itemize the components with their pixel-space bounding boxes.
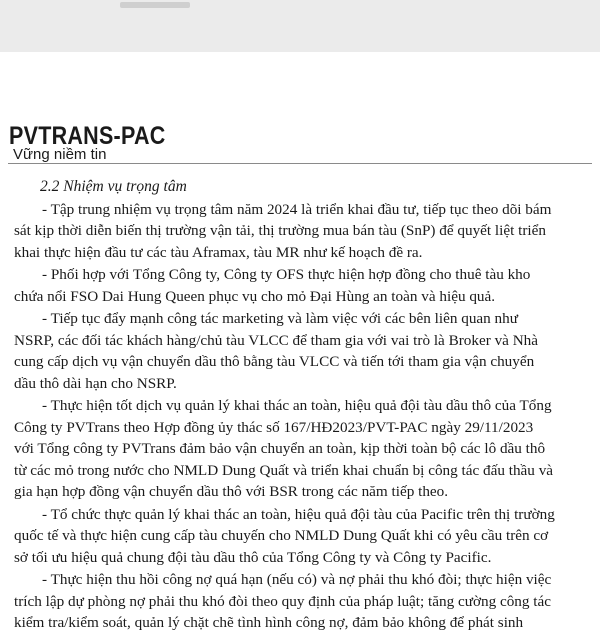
paragraph bbox=[14, 199, 584, 264]
text-line: - Tổ chức thực quản lý khai thác an toàn, hiệu quả đội tàu của Pacific trên thị trường bbox=[42, 505, 555, 523]
previous-page-remnant bbox=[120, 2, 190, 8]
text-line: sát kịp thời diễn biến thị trường vận tải, thị trường mua bán tàu (SnP) để quyết liệt triển bbox=[14, 222, 546, 239]
text-line: với Tổng công ty PVTrans đảm bảo vận chuyển an toàn, kịp thời toàn bộ các lô dầu thô bbox=[14, 440, 546, 457]
text-line: quốc tế và thực hiện cung cấp tàu chuyến cho NMLD Dung Quất khi có yêu cầu trên cơ bbox=[14, 527, 549, 544]
text-line: NSRP, các đối tác khách hàng/chủ tàu VLCC để tham gia với vai trò là Broker và Nhà bbox=[14, 331, 538, 349]
company-logo-tagline: Vững niềm tin bbox=[13, 146, 107, 163]
text-line: khai thực hiện đầu tư các tàu Aframax, tàu MR như kế hoạch đề ra. bbox=[14, 243, 423, 261]
top-margin-band bbox=[0, 0, 600, 52]
text-line: Công ty PVTrans theo Hợp đồng ủy thác số 167/HĐ2023/PVT-PAC ngày 29/11/2023 bbox=[14, 418, 534, 436]
text-line: - Phối hợp với Tổng Công ty, Công ty OFS thực hiện hợp đồng cho thuê tàu kho bbox=[42, 266, 531, 283]
paragraph bbox=[14, 504, 584, 569]
header-divider bbox=[8, 163, 592, 164]
text-line: - Thực hiện thu hồi công nợ quá hạn (nếu có) và nợ phải thu khó đòi; thực hiện việc bbox=[42, 571, 552, 588]
paragraph bbox=[14, 264, 584, 307]
company-logo-name: PVTRANS-PAC bbox=[9, 122, 166, 150]
section-heading: 2.2 Nhiệm vụ trọng tâm bbox=[40, 178, 187, 195]
text-line: dầu thô dài hạn cho NSRP. bbox=[14, 374, 177, 392]
paragraph bbox=[14, 395, 584, 503]
text-line: gia hạn hợp đồng vận chuyển dầu thô với BSR trong các năm tiếp theo. bbox=[14, 483, 449, 500]
text-line: - Tiếp tục đẩy mạnh công tác marketing và làm việc với các bên liên quan như bbox=[42, 310, 518, 327]
text-line: trích lập dự phòng nợ phải thu khó đòi theo quy định của pháp luật; tăng cường công tác bbox=[14, 592, 551, 610]
text-line: chứa nổi FSO Dai Hung Queen phục vụ cho mỏ Đại Hùng an toàn và hiệu quả. bbox=[14, 287, 496, 305]
text-line: - Tập trung nhiệm vụ trọng tâm năm 2024 là triển khai đầu tư, tiếp tục theo dõi bám bbox=[42, 200, 552, 218]
paragraph bbox=[14, 308, 584, 394]
text-line: kiểm tra/kiểm soát, quản lý chặt chẽ tình hình công nợ, đảm bảo không để phát sinh bbox=[14, 614, 524, 631]
text-line: cung cấp dịch vụ vận chuyển dầu thô bằng tàu VLCC và tiến tới tham gia vận chuyển bbox=[14, 353, 535, 370]
document-body bbox=[14, 176, 584, 634]
paragraph bbox=[14, 569, 584, 634]
text-line: từ các mỏ trong nước cho NMLD Dung Quất và triển khai chuẩn bị công tác đấu thầu và bbox=[14, 461, 554, 479]
text-line: sở tối ưu hiệu quả chung đội tàu dầu thô của Tổng Công ty và Công ty Pacific. bbox=[14, 548, 492, 566]
text-line: - Thực hiện tốt dịch vụ quản lý khai thác an toàn, hiệu quả đội tàu dầu thô của Tổng bbox=[42, 397, 552, 414]
